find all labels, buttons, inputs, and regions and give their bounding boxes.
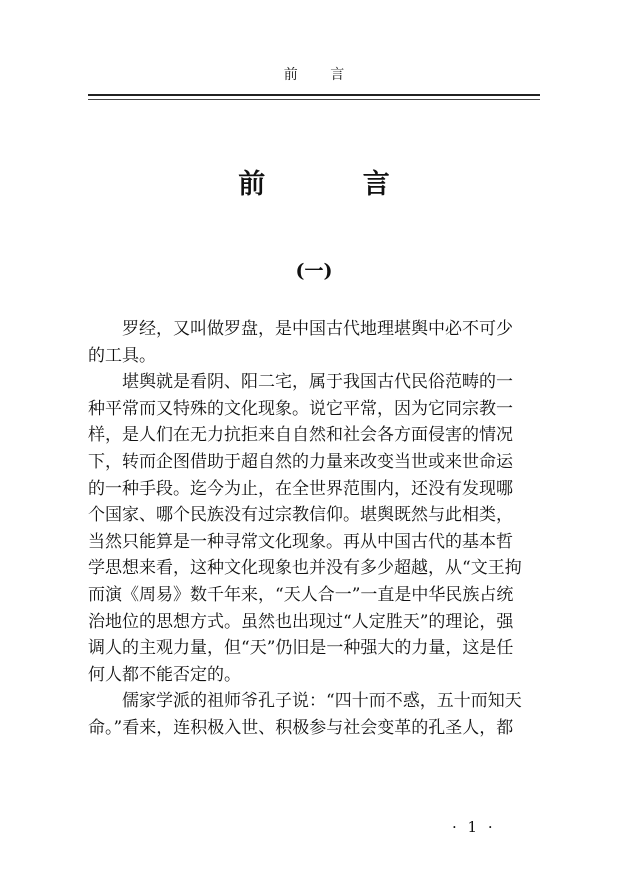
running-header: 前 言 — [283, 67, 359, 83]
paragraph-2-line-7: 当然只能算是一种寻常文化现象。再从中国古代的基本哲 — [88, 531, 513, 552]
paragraph-1-line-1: 罗经，又叫做罗盘，是中国古代地理堪舆中必不可少 — [122, 319, 513, 339]
paragraph-2-line-12: 何人都不能否定的。 — [88, 664, 241, 685]
paragraph-2-line-10: 治地位的思想方式。虽然也出现过“人定胜天”的理论，强 — [88, 611, 514, 632]
paragraph-3-line-1: 儒家学派的祖师爷孔子说：“四十而不惑，五十而知天 — [122, 691, 522, 712]
paragraph-2-line-3: 样，是人们在无力抗拒来自自然和社会各方面侵害的情况 — [88, 425, 513, 446]
paragraph-2-line-11: 调人的主观力量，但“天”仍旧是一种强大的力量，这是任 — [88, 638, 514, 659]
paragraph-2-line-4: 下，转而企图借助于超自然的力量来改变当世或来世命运 — [88, 451, 513, 472]
paragraph-2-line-2: 种平常而又特殊的文化现象。说它平常，因为它同宗教一 — [88, 398, 513, 419]
header-rule-thin — [88, 99, 540, 100]
paragraph-1-line-2: 的工具。 — [88, 345, 156, 366]
paragraph-2-line-5: 的一种手段。迄今为止，在全世界范围内，还没有发现哪 — [88, 478, 513, 499]
paragraph-2-line-8: 学思想来看，这种文化现象也并没有多少超越，从“文王拘 — [88, 558, 522, 579]
paragraph-2-line-1: 堪舆就是看阴、阳二宅，属于我国古代民俗范畴的一 — [122, 372, 513, 393]
paragraph-2-line-9: 而演《周易》数千年来，“天人合一”一直是中华民族占统 — [88, 584, 514, 605]
paragraph-3-line-2: 命。”看来，连积极入世、积极参与社会变革的孔圣人，都 — [88, 717, 514, 738]
chapter-title: 前 言 — [238, 169, 434, 200]
paragraph-2-line-6: 个国家、哪个民族没有过宗教信仰。堪舆既然与此相类， — [88, 505, 513, 526]
page-number: · 1 · — [452, 818, 496, 836]
section-number: (一) — [295, 260, 333, 282]
body-text — [88, 316, 542, 742]
header-rule-thick — [88, 94, 540, 96]
